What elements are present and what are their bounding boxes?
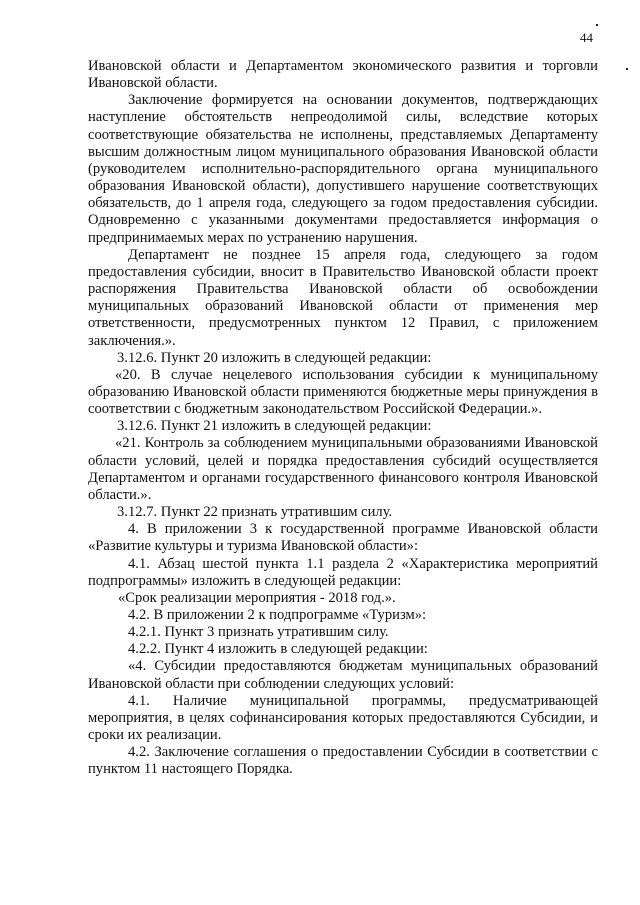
paragraph: 4. В приложении 3 к государственной программе Ивановской области «Развитие культуры и туризма Ивановской области»: (88, 521, 598, 555)
page-number: 44 (580, 30, 593, 45)
paragraph: Ивановской области и Департаментом экономического развития и торговли Ивановской области. (88, 58, 598, 92)
paragraph: 3.12.6. Пункт 20 изложить в следующей редакции: (117, 349, 432, 366)
corner-mark-dot (596, 24, 598, 26)
paragraph: 4.1. Наличие муниципальной программы, предусматривающей мероприятия, в целях софинансирования которых предоставляются Субсидии, и сроки их реализации. (88, 692, 598, 744)
paragraph: 4.2.1. Пункт 3 признать утратившим силу. (128, 624, 389, 641)
paragraph: 3.12.7. Пункт 22 признать утратившим силу. (117, 504, 393, 521)
paragraph: 3.12.6. Пункт 21 изложить в следующей редакции: (117, 418, 432, 435)
document-body (88, 58, 598, 779)
paragraph: «21. Контроль за соблюдением муниципальными образованиями Ивановской области условий, целей и порядка предоставления субсидий осуществляется Департаментом и органами государственного финансового контроля Ивановской области.». (88, 435, 598, 503)
paragraph: 4.2.2. Пункт 4 изложить в следующей редакции: (128, 641, 428, 658)
corner-mark-dot (626, 68, 628, 70)
paragraph: «20. В случае нецелевого использования субсидии к муниципальному образованию Ивановской области применяются бюджетные меры принуждения в соответствии с бюджетным законодательством Российской Федерации.». (88, 366, 598, 418)
paragraph: «4. Субсидии предоставляются бюджетам муниципальных образований Ивановской области при соблюдении следующих условий: (88, 658, 598, 692)
paragraph: 4.2. В приложении 2 к подпрограмме «Туризм»: (128, 607, 427, 623)
paragraph: Департамент не позднее 15 апреля года, следующего за годом предоставления субсидии, вносит в Правительство Ивановской области проект распоряжения Правительства Ивановской области об освобождении муниципальных образований Ивановской области от применения мер ответственности, предусмотренных пунктом 12 Правил, с приложением заключения.». (88, 246, 598, 349)
paragraph: «Срок реализации мероприятия - 2018 год.». (118, 589, 396, 606)
paragraph: 4.2. Заключение соглашения о предоставлении Субсидии в соответствии с пунктом 11 настоящего Порядка. (88, 744, 598, 778)
paragraph: Заключение формируется на основании документов, подтверждающих наступление обстоятельств непреодолимой силы, вследствие которых соответствующие обязательства не исполнены, представляемых Департаменту высшим должностным лицом муниципального образования Ивановской области (руководителем исполнительно-распорядительного органа муниципального образования Ивановской области), допустившего нарушение соответствующих обязательств, до 1 апреля года, следующего за годом предоставления субсидии. Одновременно с указанными документами предоставляется информация о предпринимаемых мерах по устранению нарушения. (88, 92, 598, 246)
paragraph: 4.1. Абзац шестой пункта 1.1 раздела 2 «Характеристика мероприятий подпрограммы» изложить в следующей редакции: (88, 555, 598, 589)
